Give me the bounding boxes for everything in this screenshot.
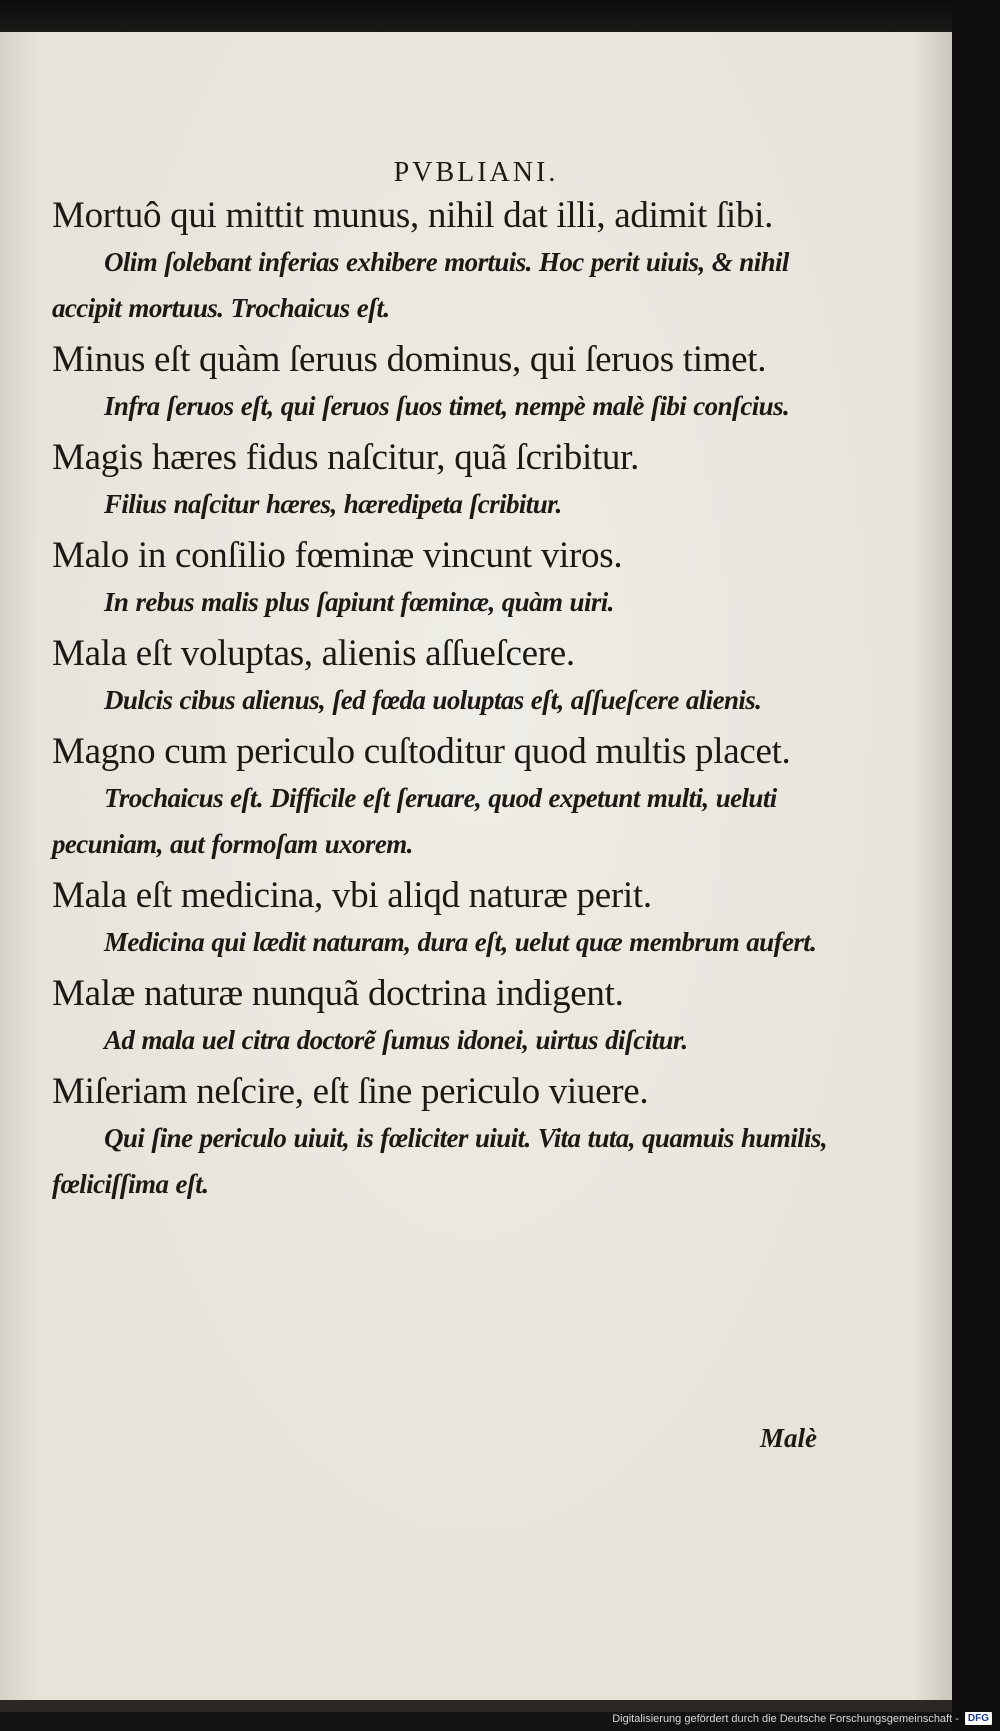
- maxim-text: Mala eſt medicina, vbi aliqd naturæ perit.: [52, 875, 652, 916]
- catchword: Malè: [760, 1423, 817, 1453]
- gloss-text: Dulcis cibus alienus, ſed fœda uoluptas eſt, aſſueſcere alienis.: [104, 685, 762, 715]
- running-head: PVBLIANI.: [393, 157, 559, 188]
- entry-8: [52, 971, 842, 1063]
- entry-1: [52, 193, 842, 331]
- entry-2: [52, 337, 842, 429]
- gloss-text: Medicina qui lædit naturam, dura eſt, uelut quæ membrum aufert.: [104, 927, 817, 957]
- entry-6: [52, 729, 842, 867]
- maxim-text: Mortuô qui mittit munus, nihil dat illi, adimit ſibi.: [52, 195, 774, 236]
- entry-3: [52, 435, 842, 527]
- maxim-text: Miſeriam neſcire, eſt ſine periculo viuere.: [52, 1071, 649, 1112]
- entry-4: [52, 533, 842, 625]
- gloss-text: Qui ſine periculo uiuit, is fœliciter uiuit. Vita tuta, quamuis humilis, fœliciſſima eſt.: [52, 1123, 827, 1199]
- gloss-text: Trochaicus eſt. Difficile eſt ſeruare, quod expetunt multi, ueluti pecuniam, aut formoſam uxorem.: [52, 783, 777, 859]
- maxim-text: Minus eſt quàm ſeruus dominus, qui ſeruos timet.: [52, 339, 767, 380]
- gloss-text: Olim ſolebant inferias exhibere mortuis. Hoc perit uiuis, & nihil accipit mortuus. Trochaicus eſt.: [52, 247, 789, 323]
- dfg-logo-icon: DFG: [965, 1712, 992, 1725]
- maxim-text: Magno cum periculo cuſtoditur quod multis placet.: [52, 731, 791, 772]
- gloss-text: In rebus malis plus ſapiunt fœminæ, quàm uiri.: [104, 587, 614, 617]
- gloss-text: Filius naſcitur hæres, hæredipeta ſcribitur.: [104, 489, 562, 519]
- gloss-text: Infra ſeruos eſt, qui ſeruos ſuos timet, nempè malè ſibi conſcius.: [104, 391, 790, 421]
- scan-background-right: [952, 0, 1000, 1731]
- maxim-text: Magis hæres fidus naſcitur, quã ſcribitur.: [52, 437, 640, 478]
- digitization-credit: [612, 1712, 992, 1725]
- credit-text: Digitalisierung gefördert durch die Deutsche Forschungsgemeinschaft -: [612, 1712, 959, 1725]
- entry-7: [52, 873, 842, 965]
- entry-9: [52, 1069, 842, 1207]
- page-bottom-edge: [0, 1700, 952, 1712]
- maxim-text: Malæ naturæ nunquã doctrina indigent.: [52, 973, 624, 1014]
- maxim-text: Mala eſt voluptas, alienis aſſueſcere.: [52, 633, 575, 674]
- maxim-text: Malo in conſilio fœminæ vincunt viros.: [52, 535, 623, 576]
- gloss-text: Ad mala uel citra doctorẽ ſumus idonei, uirtus diſcitur.: [104, 1025, 688, 1055]
- entry-5: [52, 631, 842, 723]
- text-block: [52, 193, 842, 1213]
